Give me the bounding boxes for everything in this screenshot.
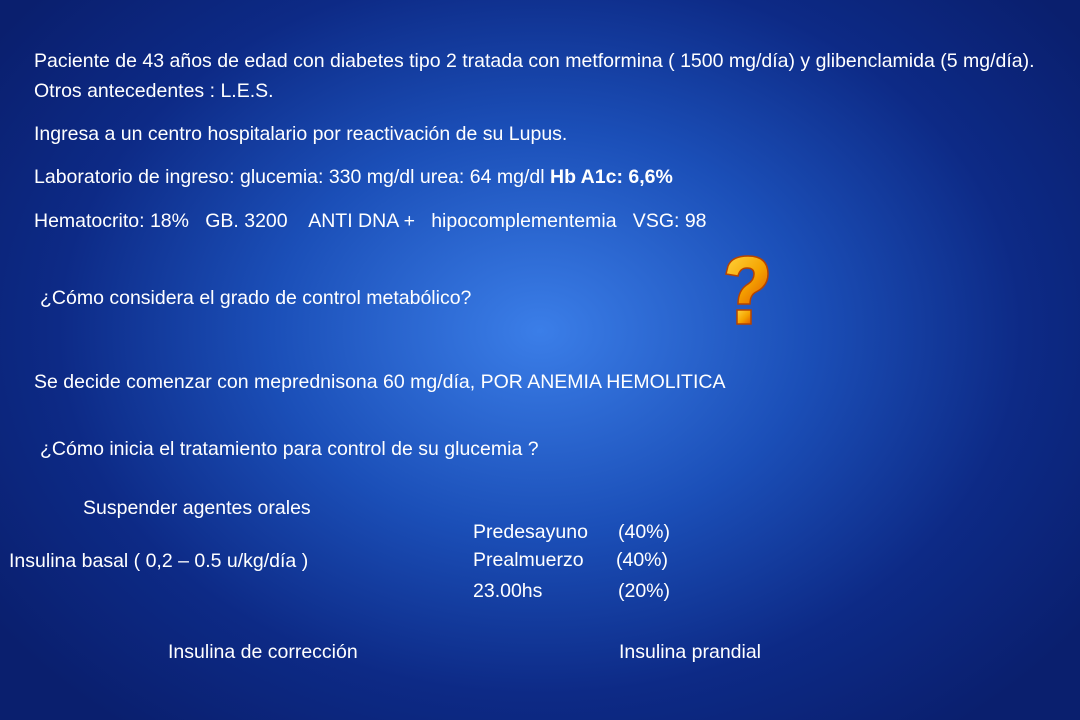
hba1c-value: Hb A1c: 6,6% [549,166,673,188]
dose-percent: (20%) [618,580,671,602]
question-metabolic-control: ¿Cómo considera el grado de control metabólico? [40,287,472,309]
dose-time: 23.00hs [473,580,543,602]
blood-results: Hematocrito: 18% GB. 3200 ANTI DNA + hipocomplementemia VSG: 98 [34,210,707,232]
admission-text: Ingresa a un centro hospitalario por reactivación de su Lupus. [34,123,568,145]
treatment-decision: Se decide comenzar con meprednisona 60 mg/día, POR ANEMIA HEMOLITICA [34,371,726,393]
prandial-insulin: Insulina prandial [619,641,762,663]
dose-time: Predesayuno [473,521,588,543]
question-mark-icon [710,252,780,334]
case-intro: Paciente de 43 años de edad con diabetes tipo 2 tratada con metformina ( 1500 mg/día) y glibenclamida (5 mg/día). Otros antecedentes : L.E.S. [34,50,1035,102]
lab-values: Laboratorio de ingreso: glucemia: 330 mg/dl urea: 64 mg/dl [34,166,550,188]
dose-percent: (40%) [618,521,671,543]
question-glucose-treatment: ¿Cómo inicia el tratamiento para control de su glucemia ? [40,438,539,460]
dose-percent: (40%) [616,549,669,571]
basal-insulin: Insulina basal ( 0,2 – 0.5 u/kg/día ) [9,550,309,572]
correction-insulin: Insulina de corrección [168,641,358,663]
suspend-oral-agents: Suspender agentes orales [83,497,311,519]
dose-time: Prealmuerzo [473,549,584,571]
lab-results [34,162,673,192]
